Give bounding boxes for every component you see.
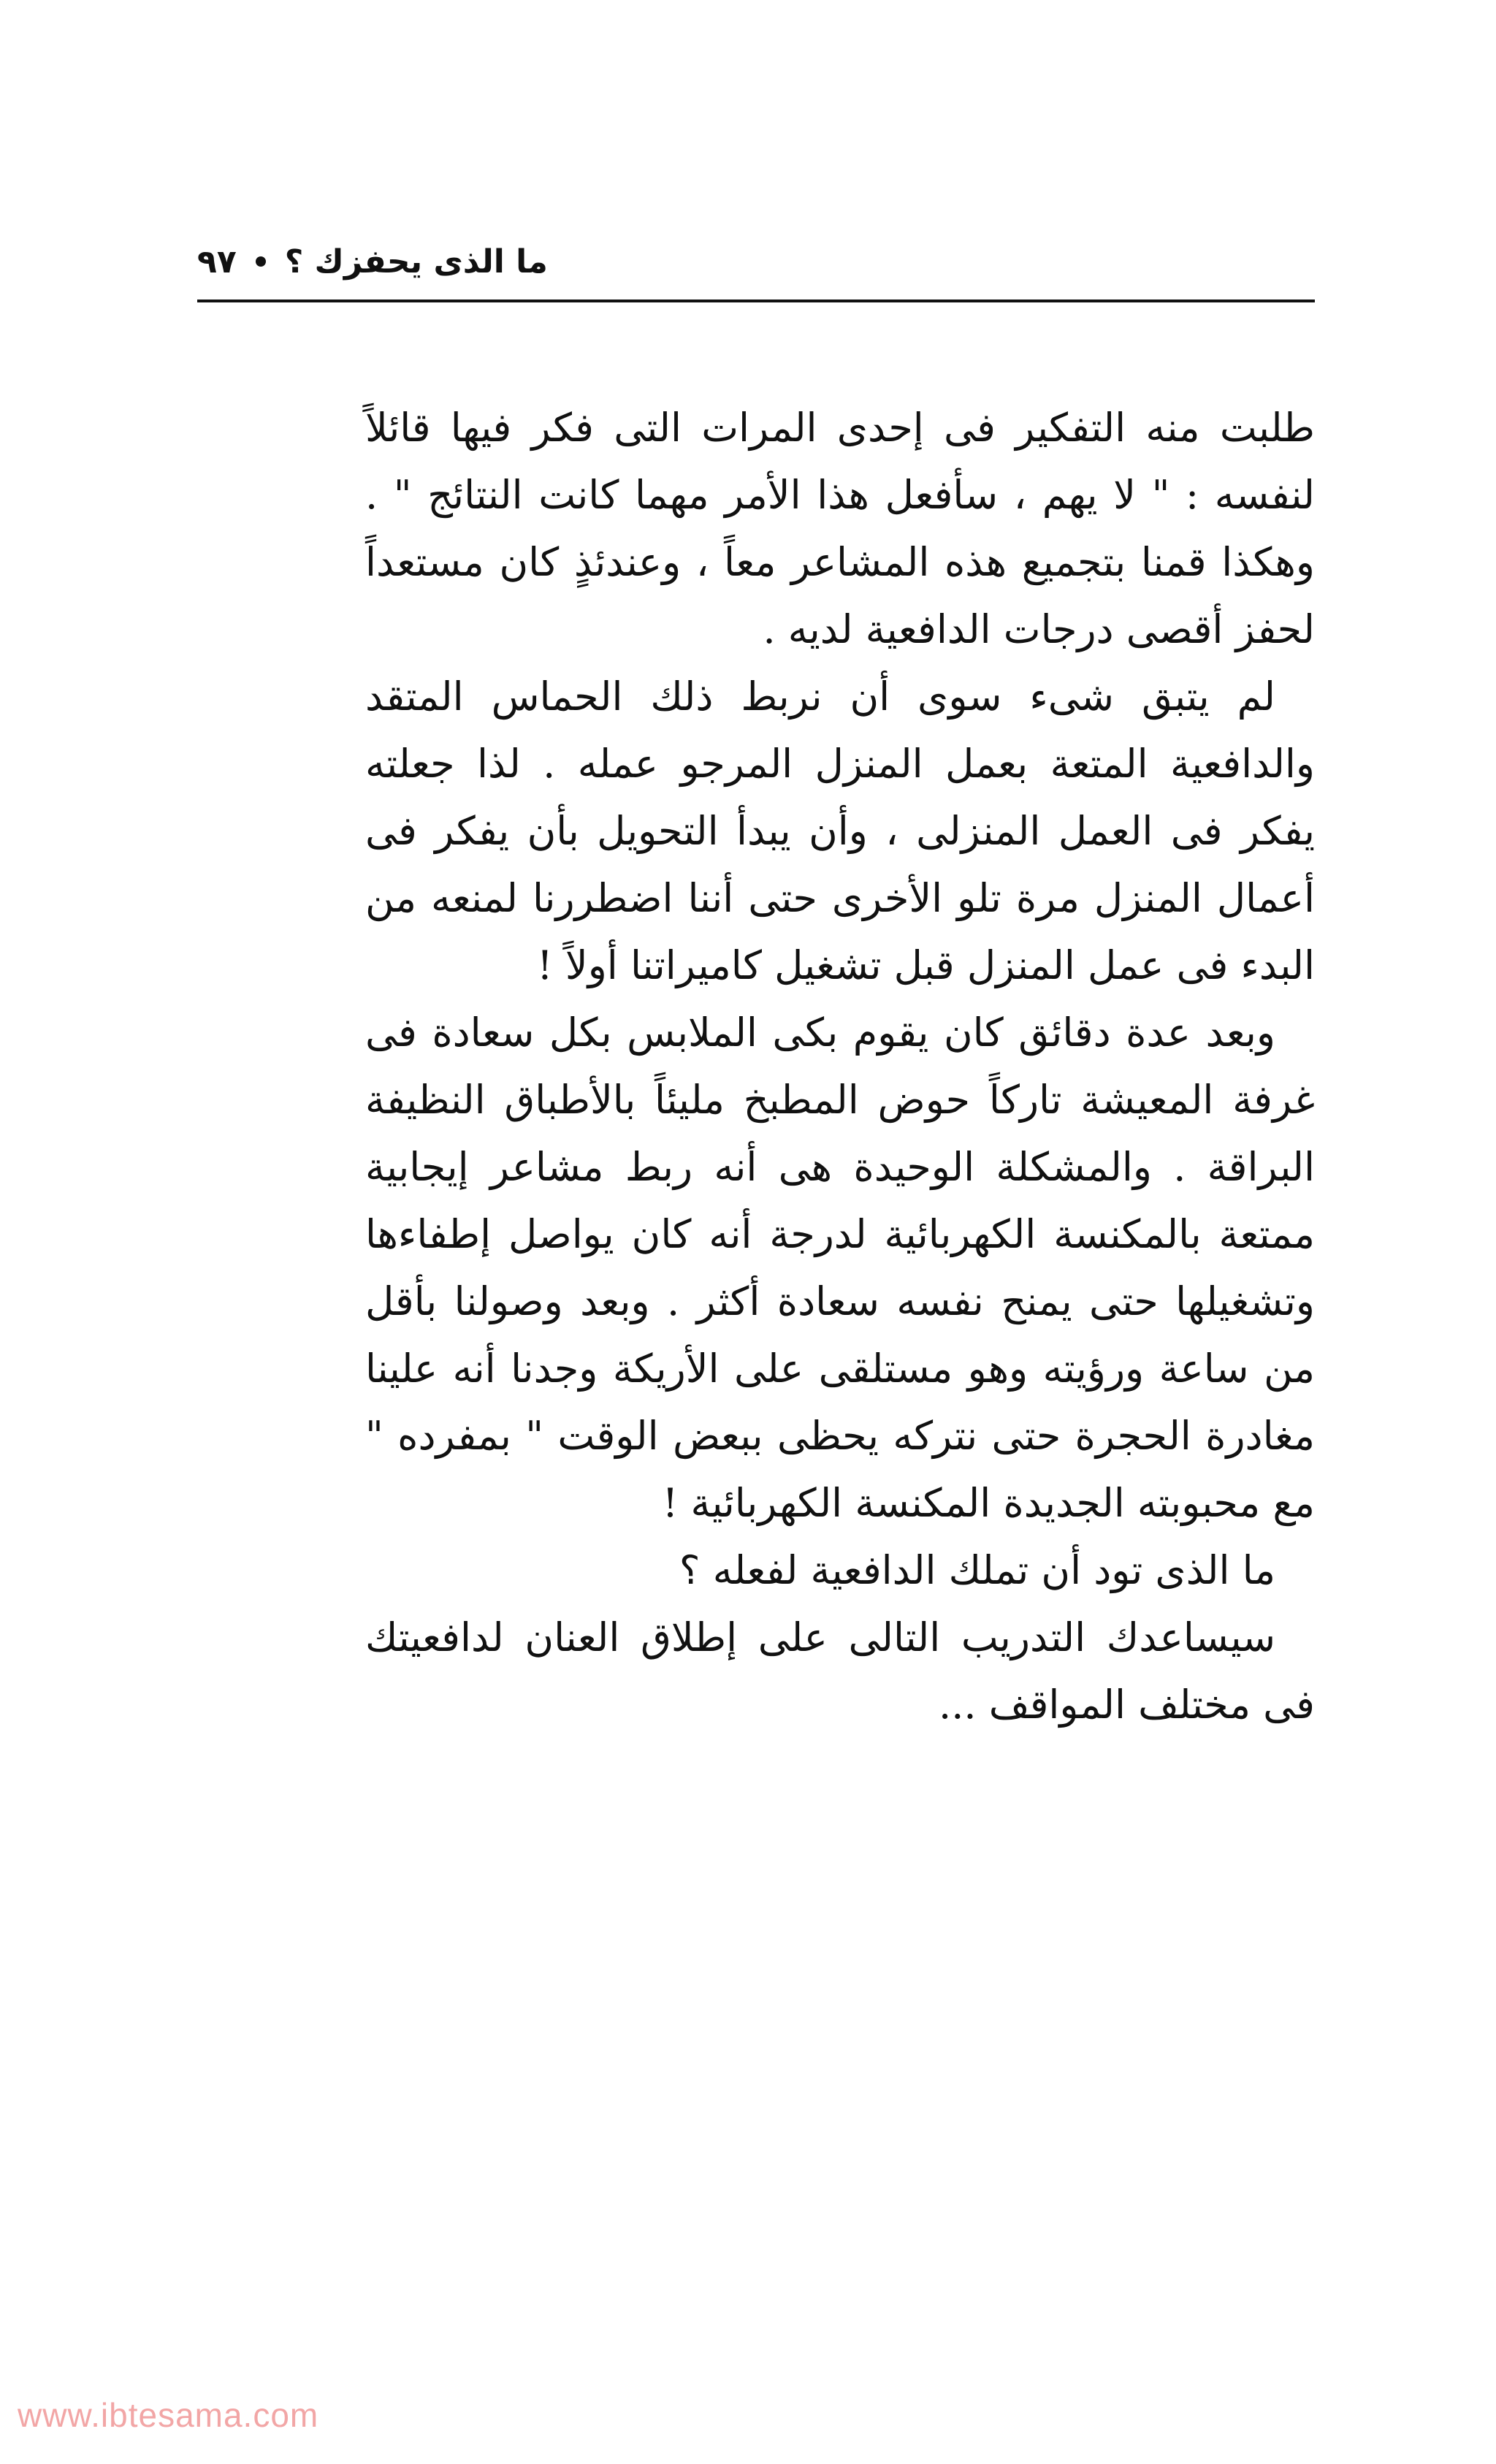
running-head <box>197 243 548 281</box>
watermark: www.ibtesama.com <box>18 2396 319 2434</box>
paragraph-5: سيساعدك التدريب التالى على إطلاق العنان لدافعيتك فى مختلف المواقف ... <box>365 1614 1315 1728</box>
chapter-title: ما الذى يحفزك ؟ <box>284 243 548 281</box>
page-header <box>197 232 1315 291</box>
page-number: ٩٧ <box>197 243 237 281</box>
paragraph-2: لم يتبق شىء سوى أن نربط ذلك الحماس المتقد والدافعية المتعة بعمل المنزل المرجو عمله . لذا جعلته يفكر فى العمل المنزلى ، وأن يبدأ التحويل بأن يفكر فى أعمال المنزل مرة تلو الأخرى حتى أننا اضطررنا لمنعه من البدء فى عمل المنزل قبل تشغيل كاميراتنا أولاً ! <box>365 674 1315 988</box>
page-body <box>365 394 1315 1739</box>
header-rule <box>197 300 1315 302</box>
paragraph-1: طلبت منه التفكير فى إحدى المرات التى فكر فيها قائلاً لنفسه : " لا يهم ، سأفعل هذا الأمر مهما كانت النتائج " . وهكذا قمنا بتجميع هذه المشاعر معاً ، وعندئذٍ كان مستعداً لحفز أقصى درجات الدافعية لديه . <box>365 405 1315 652</box>
separator-dot <box>256 256 266 267</box>
paragraph-3: وبعد عدة دقائق كان يقوم بكى الملابس بكل سعادة فى غرفة المعيشة تاركاً حوض المطبخ مليئاً بالأطباق النظيفة البراقة . والمشكلة الوحيدة هى أنه ربط مشاعر إيجابية ممتعة بالمكنسة الكهربائية لدرجة أنه كان يواصل إطفاءها وتشغيلها حتى يمنح نفسه سعادة أكثر . وبعد وصولنا بأقل من ساعة ورؤيته وهو مستلقى على الأريكة وجدنا أنه علينا مغادرة الحجرة حتى نتركه يحظى ببعض الوقت " بمفرده " مع محبوبته الجديدة المكنسة الكهربائية ! <box>365 1010 1315 1526</box>
paragraph-4: ما الذى تود أن تملك الدافعية لفعله ؟ <box>679 1547 1275 1593</box>
